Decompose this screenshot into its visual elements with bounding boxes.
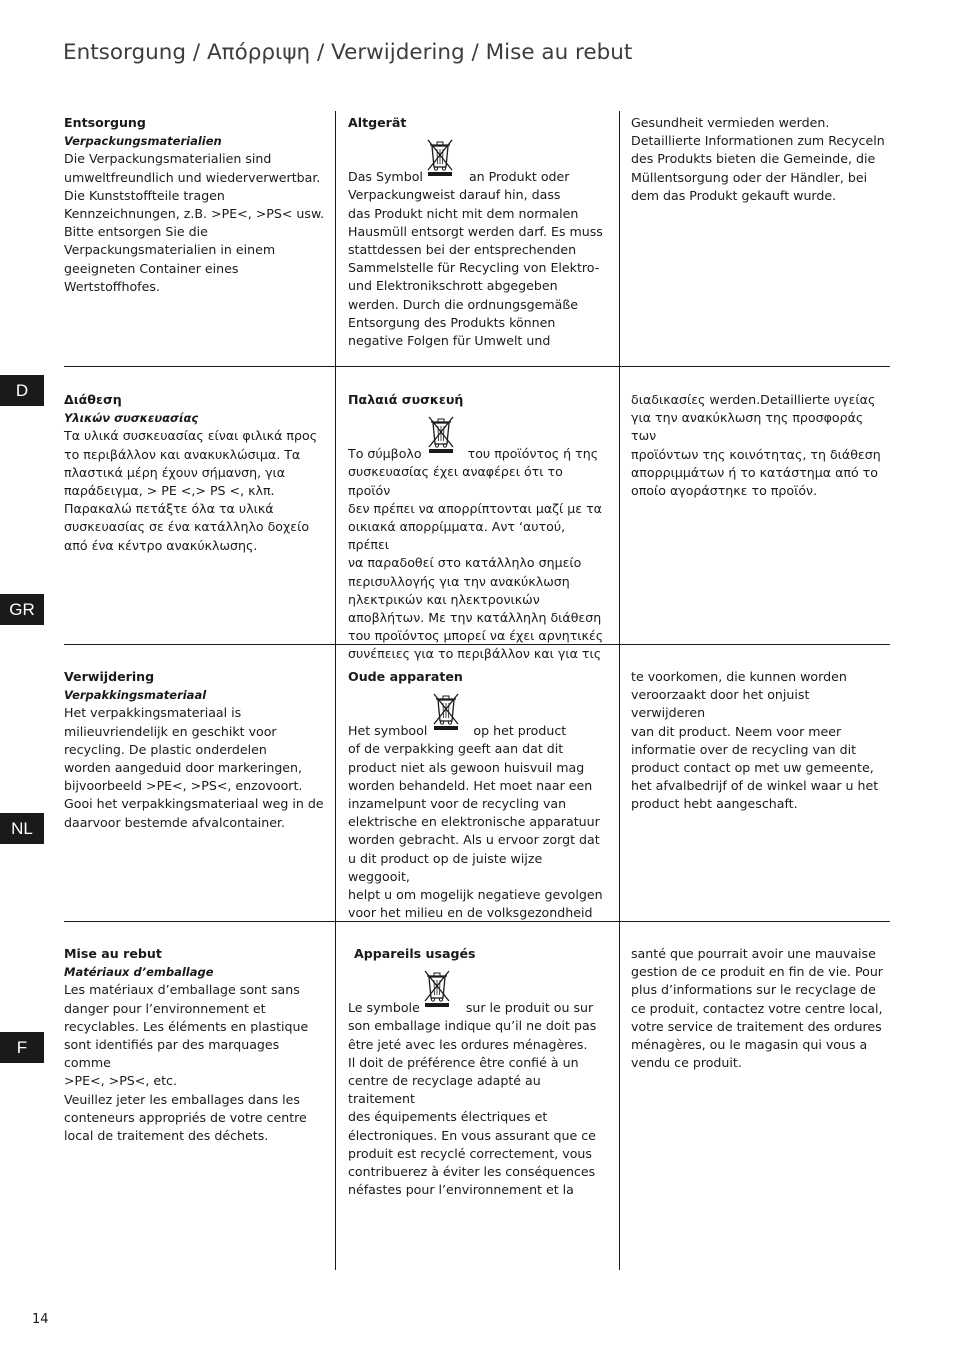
section-gr-col3 (631, 391, 887, 500)
section-nl-col3 (631, 668, 887, 814)
section-body: διαδικασίες werden.Detaillierte υγείας για την ανακύκλωση της προσφοράς των προϊόντων της κοινότητας, τη διάθεση απορριμμάτων ή το κατάστημα από το οποίο αγοράστηκε το προϊόν. (631, 392, 881, 499)
symbol-line (348, 722, 608, 740)
section-body: of de verpakking geeft aan dat dit product niet als gewoon huisvuil mag worden behandeld. Het moet naar een inzamelpunt voor de recycling van elektrische en elektronische apparatuur worden gebracht. Als u ervoor zorgt dat u dit product op de juiste wijze weggooit, helpt u om mogelijk negatieve gevolgen voor het milieu en de volksgezondheid (348, 741, 603, 921)
section-heading: Παλαιά συσκευή (348, 392, 464, 407)
section-body: te voorkomen, die kunnen worden veroorzaakt door het onjuist verwijderen van dit product. Neem voor meer informatie over de recycling van dit product contact op met uw gemeente, het afvalbedrijf of de winkel waar u het product hebt aangeschaft. (631, 669, 879, 812)
section-gr-col1 (64, 391, 326, 555)
language-tab-nl: NL (0, 813, 44, 844)
section-subheading: Verpakkingsmateriaal (64, 688, 207, 703)
language-tab-d: D (0, 375, 44, 406)
title-separator: / (192, 40, 201, 65)
weee-bin-icon (422, 968, 452, 1008)
symbol-text-before: Le symbole (348, 1000, 420, 1016)
section-nl-col1 (64, 668, 326, 832)
weee-bin-icon (431, 691, 461, 731)
language-tab-gr: GR (0, 594, 44, 625)
section-body: Les matériaux d’emballage sont sans danger pour l’environnement et recyclables. Les éléments en plastique sont identifiés par des marquages comme >PE<, >PS<, etc. Veuillez jeter les emballages dans les conteneurs appropriés de votre centre local de traitement des déchets. (64, 982, 309, 1144)
symbol-text-after: sur le produit ou sur (465, 1000, 594, 1016)
section-body: Verpackungweist darauf hin, dass das Produkt nicht mit dem normalen Hausmüll entsorgt werden darf. Es muss stattdessen bei der entsprechenden Sammelstelle für Recycling von Elektro- und Elektronikschrott abgegeben werden. Durch die ordnungsgemäße Entsorgung des Produkts können negative Folgen für Umwelt und (348, 187, 603, 349)
column-divider-1 (335, 111, 336, 1270)
title-separator: / (471, 40, 479, 65)
section-heading: Διάθεση (64, 392, 122, 407)
section-de-col1 (64, 114, 326, 296)
title-fr: Mise au rebut (485, 40, 633, 65)
symbol-text-before: Het symbool (348, 723, 428, 739)
section-fr-col1 (64, 945, 326, 1145)
section-body: son emballage indique qu’il ne doit pas être jeté avec les ordures ménagères. Il doit de préférence être confié à un centre de recyclage adapté au traitement des équipements électriques et électroniques. En vous assurant que ce produit est recyclé correctement, vous contribuerez à éviter les conséquences néfastes pour l’environnement et la (348, 1018, 597, 1198)
symbol-text-after: an Produkt oder (468, 169, 570, 185)
section-heading: Mise au rebut (64, 946, 162, 961)
page-title (63, 40, 632, 65)
symbol-text-before: Το σύμβολο (348, 446, 422, 462)
section-subheading: Υλικών συσκευασίας (64, 411, 199, 426)
section-body: Het verpakkingsmateriaal is milieuvriendelijk en geschikt voor recycling. De plastic onderdelen worden aangeduid door markeringen, bijvoorbeeld >PE<, >PS<, enzovoort. Gooi het verpakkingsmateriaal weg in de daarvoor bestemde afvalcontainer. (64, 705, 324, 830)
symbol-text-before: Das Symbol (348, 169, 423, 185)
section-heading: Appareils usagés (354, 946, 476, 961)
section-heading: Altgerät (348, 115, 407, 130)
symbol-text-after: op het product (473, 723, 567, 739)
page-number: 14 (32, 1312, 49, 1327)
section-de-col3 (631, 114, 887, 205)
title-separator: / (316, 40, 325, 65)
weee-bin-icon (425, 137, 455, 177)
symbol-text-after: του προϊόντος ή της (467, 446, 599, 462)
section-subheading: Matériaux d’emballage (64, 965, 214, 980)
language-tab-f: F (0, 1032, 44, 1063)
symbol-line (348, 168, 608, 186)
section-body: Die Verpackungsmaterialien sind umweltfreundlich und wiederverwertbar. Die Kunststoffteile tragen Kennzeichnungen, z.B. >PE<, >PS< usw. Bitte entsorgen Sie die Verpackungsmaterialien in einem geeigneten Container eines Wertstoffhofes. (64, 151, 325, 294)
section-heading: Oude apparaten (348, 669, 463, 684)
column-divider-2 (619, 111, 620, 1270)
section-body: Τα υλικά συσκευασίας είναι φιλικά προς το περιβάλλον και ανακυκλώσιμα. Τα πλαστικά μέρη έχουν σήμανση, για παράδειγμα, > PE <,> PS <, κλπ. Παρακαλώ πετάξτε όλα τα υλικά συσκευασίας σε ένα κατάλληλο δοχείο από ένα κέντρο ανακύκλωσης. (64, 428, 318, 553)
section-heading: Verwijdering (64, 669, 155, 684)
title-nl: Verwijdering (331, 40, 465, 65)
section-fr-col2 (348, 945, 608, 1199)
section-de-col2 (348, 114, 608, 350)
symbol-line (348, 999, 608, 1017)
section-heading: Entsorgung (64, 115, 146, 130)
section-body: Gesundheit vermieden werden. Detaillierte Informationen zum Recyceln des Produkts bieten die Gemeinde, die Müllentsorgung oder der Händler, bei dem das Produkt gekauft wurde. (631, 115, 885, 203)
section-fr-col3 (631, 945, 887, 1072)
symbol-line (348, 445, 608, 463)
section-body: συσκευασίας έχει αναφέρει ότι το προϊόν δεν πρέπει να απορρίπτονται μαζί με τα οικιακά απορρίμματα. Αντ ‘αυτού, πρέπει να παραδοθεί στο κατάλληλο σημείο περισυλλογής για την ανακύκλωση ηλεκτρικών και ηλεκτρονικών αποβλήτων. Με την κατάλληλη διάθεση του προϊόντος μπορεί να έχει αρνητικές συνέπειες για το περιβάλλον και για τις (348, 464, 604, 662)
title-de: Entsorgung (63, 40, 187, 65)
section-subheading: Verpackungsmaterialien (64, 134, 222, 149)
section-nl-col2 (348, 668, 608, 922)
section-body: santé que pourrait avoir une mauvaise gestion de ce produit en fin de vie. Pour plus d’informations sur le recyclage de ce produit, contactez votre centre local, votre service de traitement des ordures ménagères, ou le magasin qui vous a vendu ce produit. (631, 946, 883, 1071)
weee-bin-icon (426, 414, 456, 454)
section-divider (64, 366, 890, 367)
section-gr-col2 (348, 391, 608, 664)
title-gr: Απόρριψη (206, 40, 311, 65)
